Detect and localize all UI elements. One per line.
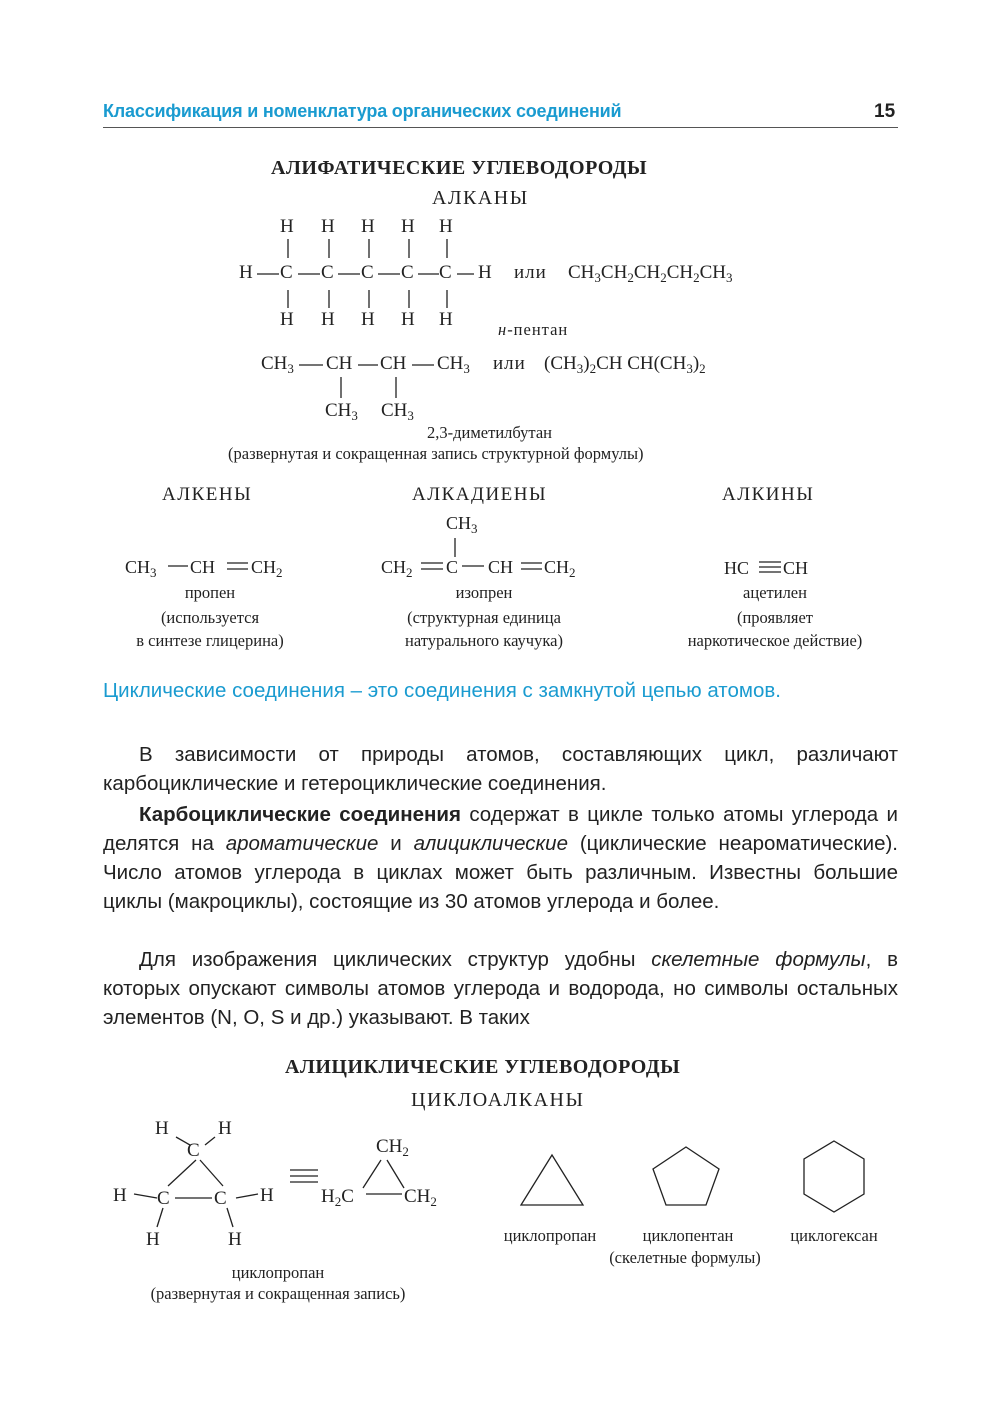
cyclopropane-ch2-right: $CH_2$ (404, 1186, 437, 1209)
dmb-name: 2,3-диметилбутан (427, 423, 552, 442)
acetylene-name: ацетилен (743, 583, 807, 602)
dmb-ch3-branch-1: $CH_3$ (325, 400, 358, 423)
acetylene-note-2: наркотическое действие) (687, 631, 863, 650)
propene-ch3: $CH_3$ (125, 557, 157, 580)
skeletal-label-cyclohexane: циклогексан (790, 1226, 878, 1245)
alkadienes-heading: АЛКАДИЕНЫ (412, 484, 548, 505)
dmb-or: или (493, 353, 526, 374)
isoprene-ch2-left: $CH_2$ (381, 557, 413, 580)
pentane-name: н-пентан (498, 320, 569, 339)
dmb-ch-2: CH (380, 353, 407, 374)
dmb-condensed: $(CH_3)_2CH$ $CH(CH_3)_2$ (544, 353, 706, 376)
paragraph-2: Карбоциклические соединения содержат в цикле только атомы углерода и делятся на ароматические и алициклические (циклические неароматические). Число атомов углерода в циклах может быть различным. Известны большие циклы (макроциклы), состоящие из 30 атомов углерода и более. (103, 803, 898, 913)
isoprene-ch: CH (488, 557, 514, 577)
alkanes-heading: АЛКАНЫ (432, 187, 529, 209)
pentane-condensed: $CH_3CH_2CH_2CH_2CH_3$ (568, 262, 733, 285)
pentane-or: или (514, 262, 547, 283)
paragraph-1: В зависимости от природы атомов, составляющих цикл, различают карбоциклические и гетероциклические соединения. (103, 743, 898, 795)
aliphatic-heading: АЛИФАТИЧЕСКИЕ УГЛЕВОДОРОДЫ (271, 157, 648, 179)
dmb-ch3-left: $CH_3$ (261, 353, 294, 376)
dmb-caption: (развернутая и сокращенная запись структурной формулы) (228, 444, 644, 463)
isoprene-ch3: $CH_3$ (446, 513, 478, 536)
cyclopropane-caption: (развернутая и сокращенная запись) (150, 1284, 406, 1303)
propene-name: пропен (184, 583, 236, 602)
alicyclic-heading: АЛИЦИКЛИЧЕСКИЕ УГЛЕВОДОРОДЫ (285, 1056, 681, 1078)
propene-note-1: (используется (160, 608, 260, 627)
cyclopropane-h2c: $H_2C$ (321, 1186, 354, 1209)
isoprene-c: C (446, 557, 459, 577)
cyclopropane-name: циклопропан (231, 1263, 325, 1282)
cycloalkanes-heading: ЦИКЛОАЛКАНЫ (411, 1089, 585, 1111)
alkynes-heading: АЛКИНЫ (722, 484, 815, 505)
running-header: Классификация и номенклатура органических соединений (103, 101, 622, 121)
cyclopropane-ch2-top: $CH_2$ (376, 1136, 409, 1159)
acetylene-ch: CH (783, 558, 809, 578)
term-carbocyclic: Карбоциклические соединения (139, 803, 461, 826)
propene-ch: CH (190, 557, 216, 577)
dmb-ch-1: CH (326, 353, 353, 374)
paragraph-3: Для изображения циклических структур удобны скелетные формулы, в которых опускают символы атомов углерода и водорода, но символы остальных элементов (N, O, S и др.) указывают. В таких (103, 948, 898, 1029)
skeletal-label-cyclopropane: циклопропан (503, 1226, 597, 1245)
isoprene-ch2-right: $CH_2$ (544, 557, 576, 580)
dmb-ch3-branch-2: $CH_3$ (381, 400, 414, 423)
isoprene-note-2: натурального каучука) (405, 631, 563, 650)
isoprene-name: изопрен (455, 583, 513, 602)
skeletal-caption: (скелетные формулы) (609, 1248, 761, 1267)
propene-note-2: в синтезе глицерина) (136, 631, 284, 650)
dmb-ch3-right: $CH_3$ (437, 353, 470, 376)
alkenes-heading: АЛКЕНЫ (162, 484, 253, 505)
acetylene-hc: HC (724, 558, 750, 578)
definition-cyclic: Циклические соединения – это соединения с замкнутой цепью атомов. (103, 679, 781, 702)
skeletal-label-cyclopentane: циклопентан (642, 1226, 734, 1245)
acetylene-note-1: (проявляет (736, 608, 814, 627)
isoprene-note-1: (структурная единица (407, 608, 561, 627)
page-number: 15 (874, 101, 896, 122)
propene-ch2: $CH_2$ (251, 557, 283, 580)
